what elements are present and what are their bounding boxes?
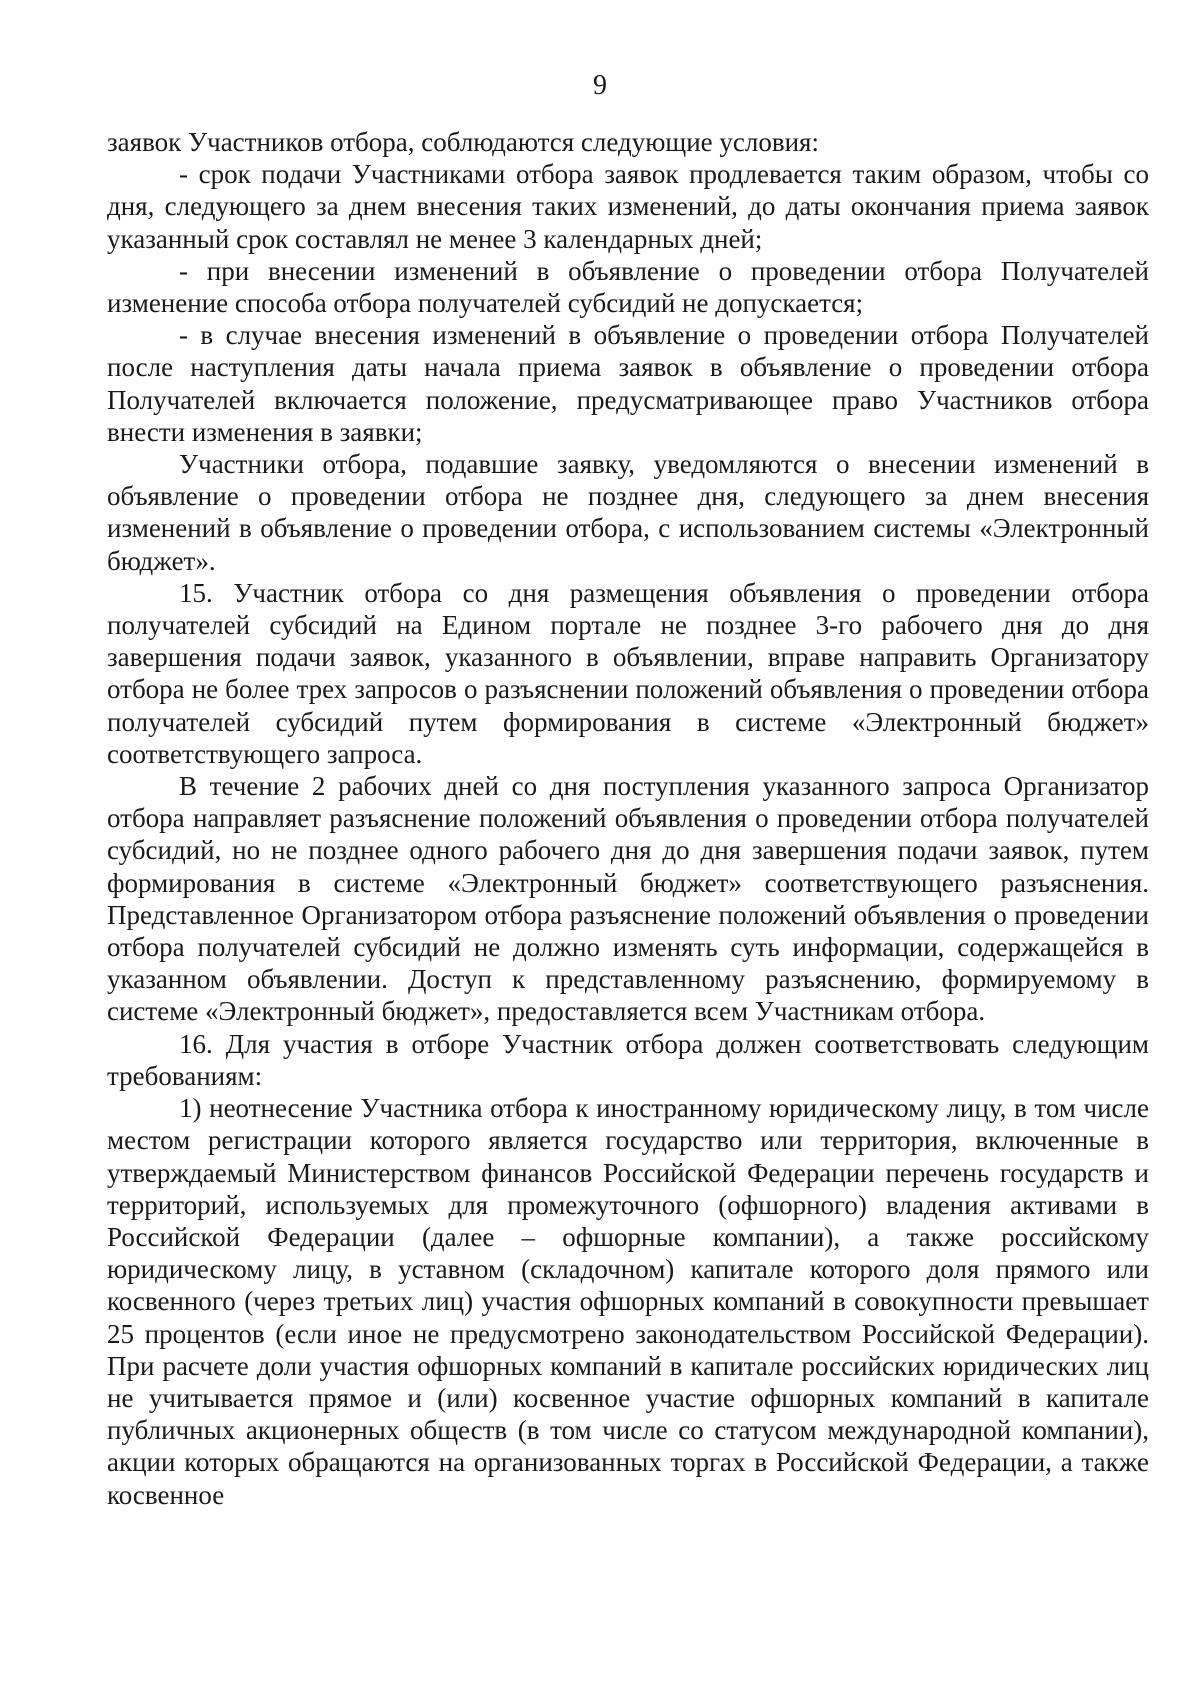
paragraph-condition-deadline: - срок подачи Участниками отбора заявок продлевается таким образом, чтобы со дня, следующего за днем внесения таких изменений, до даты окончания приема заявок указанный срок составлял не менее 3 календарных дней; bbox=[107, 159, 1149, 254]
paragraph-clarification-response: В течение 2 рабочих дней со дня поступления указанного запроса Организатор отбора направляет разъяснение положений объявления о проведении отбора получателей субсидий, но не позднее одного рабочего дня до дня завершения подачи заявок, путем формирования в системе «Электронный бюджет» соответствующего разъяснения. Представленное Организатором отбора разъяснение положений объявления о проведении отбора получателей субсидий не должно изменять суть информации, содержащейся в указанном объявлении. Доступ к представленному разъяснению, формируемому в системе «Электронный бюджет», предоставляется всем Участникам отбора. bbox=[107, 771, 1149, 1027]
paragraph-condition-amend-applications: - в случае внесения изменений в объявление о проведении отбора Получателей после наступления даты начала приема заявок в объявление о проведении отбора Получателей включается положение, предусматривающее право Участников отбора внести изменения в заявки; bbox=[107, 320, 1149, 447]
page-number: 9 bbox=[593, 70, 607, 101]
paragraph-continuation: заявок Участников отбора, соблюдаются следующие условия: bbox=[107, 127, 819, 157]
paragraph-participant-notification: Участники отбора, подавшие заявку, уведомляются о внесении изменений в объявление о проведении отбора не позднее дня, следующего за днем внесения изменений в объявление о проведении отбора, с использованием системы «Электронный бюджет». bbox=[107, 449, 1149, 576]
paragraph-requirement-1: 1) неотнесение Участника отбора к иностранному юридическому лицу, в том числе местом регистрации которого является государство или территория, включенные в утверждаемый Министерством финансов Российской Федерации перечень государств и территорий, используемых для промежуточного (офшорного) владения активами в Российской Федерации (далее – офшорные компании), а также российскому юридическому лицу, в уставном (складочном) капитале которого доля прямого или косвенного (через третьих лиц) участия офшорных компаний в совокупности превышает 25 процентов (если иное не предусмотрено законодательством Российской Федерации). При расчете доли участия офшорных компаний в капитале российских юридических лиц не учитывается прямое и (или) косвенное участие офшорных компаний в капитале публичных акционерных обществ (в том числе со статусом международной компании), акции которых обращаются на организованных торгах в Российской Федерации, а также косвенное bbox=[107, 1093, 1149, 1510]
paragraph-condition-method: - при внесении изменений в объявление о проведении отбора Получателей изменение способа отбора получателей субсидий не допускается; bbox=[107, 255, 1149, 319]
document-body bbox=[107, 126, 1149, 1511]
paragraph-clause-15: 15. Участник отбора со дня размещения объявления о проведении отбора получателей субсидий на Едином портале не позднее 3-го рабочего дня до дня завершения подачи заявок, указанного в объявлении, вправе направить Организатору отбора не более трех запросов о разъяснении положений объявления о проведении отбора получателей субсидий путем формирования в системе «Электронный бюджет» соответствующего запроса. bbox=[107, 577, 1149, 769]
paragraph-clause-16: 16. Для участия в отборе Участник отбора должен соответствовать следующим требованиям: bbox=[107, 1028, 1149, 1091]
